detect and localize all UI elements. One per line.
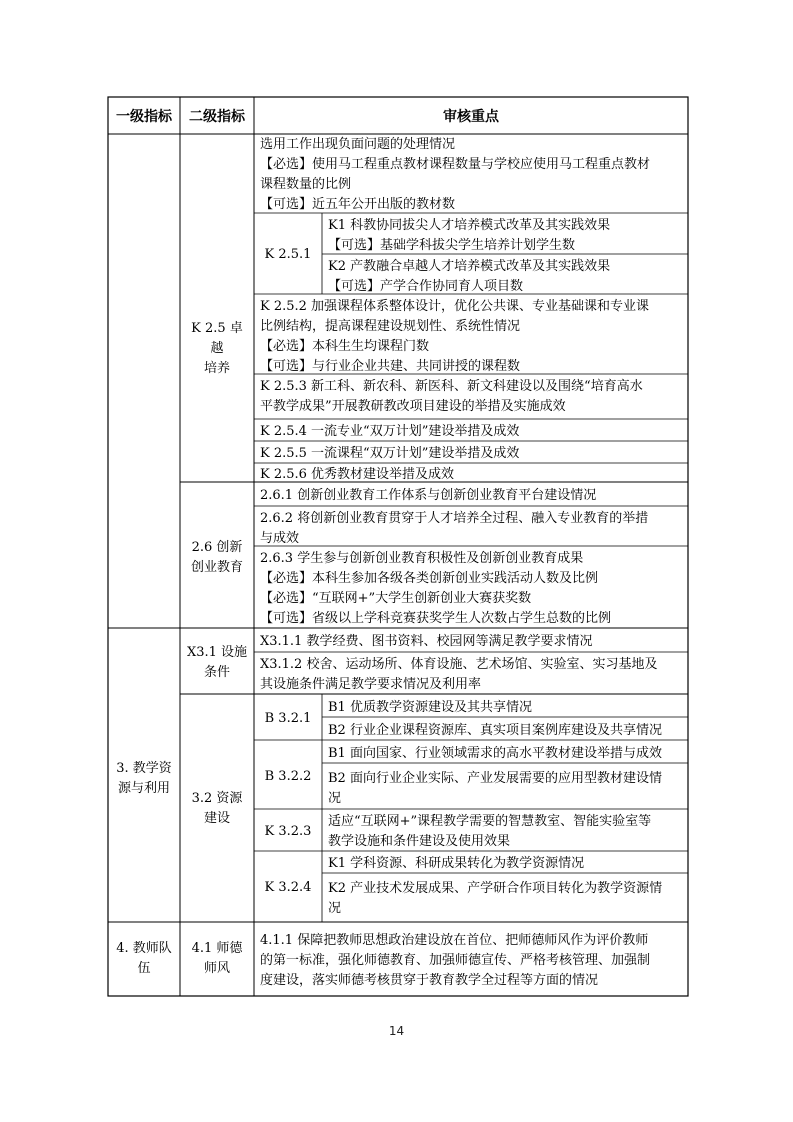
row-x312-line1: X3.1.2 校舍、运动场所、体育设施、艺术场馆、实验室、实习基地及 xyxy=(260,657,658,672)
label-x31-line1: X3.1 设施 xyxy=(186,645,248,660)
label-k25-line1: K 2.5 卓 xyxy=(191,321,243,336)
label-k324: K 3.2.4 xyxy=(264,880,312,895)
label-26-line2: 创业教育 xyxy=(190,560,244,575)
row-k255: K 2.5.5 一流课程“双万计划”建设举措及成效 xyxy=(260,446,520,461)
row-263-line4: 【可选】省级以上学科竞赛获奖学生人次数占学生总数的比例 xyxy=(260,611,612,626)
label-41 xyxy=(192,940,244,976)
label-k25-line2: 越 xyxy=(210,341,224,356)
row-textbook-line3: 课程数量的比例 xyxy=(260,177,352,192)
label-32-line1: 3.2 资源 xyxy=(191,791,243,806)
row-411-line1: 4.1.1 保障把教师思想政治建设放在首位、把师德师风作为评价教师 xyxy=(260,933,649,948)
page-number: 14 xyxy=(388,1024,405,1038)
b322-b2-line1: B2 面向行业企业实际、产业发展需要的应用型教材建设情 xyxy=(328,771,662,786)
label-x31-line2: 条件 xyxy=(203,665,231,680)
label-32 xyxy=(192,790,244,826)
k324-k1: K1 学科资源、科研成果转化为教学资源情况 xyxy=(328,856,585,871)
row-k252 xyxy=(260,298,649,374)
row-x312 xyxy=(260,656,657,692)
row-261: 2.6.1 创新创业教育工作体系与创新创业教育平台建设情况 xyxy=(260,488,597,503)
k323-text xyxy=(328,813,651,849)
k251-k1-line2: 【可选】基础学科拔尖学生培养计划学生数 xyxy=(328,238,576,253)
label-41-line1: 4.1 师德 xyxy=(191,941,243,956)
row-k253-line1: K 2.5.3 新工科、新农科、新医科、新文科建设以及围绕“培育高水 xyxy=(260,379,643,394)
k324-k2 xyxy=(328,880,662,916)
k251-k2 xyxy=(328,258,610,294)
header-level1: 一级指标 xyxy=(116,109,172,125)
row-k253-line2: 平教学成果”开展教研教改项目建设的举措及实施成效 xyxy=(260,399,566,414)
row-k256: K 2.5.6 优秀教材建设举措及成效 xyxy=(260,467,455,482)
k323-text-line2: 教学设施和条件建设及使用效果 xyxy=(328,834,511,849)
row-263-line3: 【必选】“互联网+”大学生创新创业大赛获奖数 xyxy=(260,591,532,606)
row-x311: X3.1.1 教学经费、图书资料、校园网等满足教学要求情况 xyxy=(260,634,593,649)
row-textbook xyxy=(260,136,650,212)
row-262-line2: 与成效 xyxy=(260,531,300,546)
b321-b2: B2 行业企业课程资源库、真实项目案例库建设及共享情况 xyxy=(328,723,662,738)
label-4 xyxy=(116,940,172,976)
row-411-line3: 度建设，落实师德考核贯穿于教育教学全过程等方面的情况 xyxy=(260,973,599,988)
row-textbook-line2: 【必选】使用马工程重点教材课程数量与学校应使用马工程重点教材 xyxy=(260,157,651,172)
header-focus: 审核重点 xyxy=(443,109,499,125)
label-3 xyxy=(116,760,173,796)
k323-text-line1: 适应“互联网+”课程教学需要的智慧教室、智能实验室等 xyxy=(328,814,652,829)
label-26 xyxy=(191,539,243,575)
k251-k1 xyxy=(328,217,610,253)
row-411-line2: 的第一标准，强化师德教育、加强师德宣传、严格考核管理、加强制 xyxy=(260,953,651,968)
label-41-line2: 师风 xyxy=(203,961,231,976)
row-262 xyxy=(260,510,648,546)
b322-b2 xyxy=(328,770,662,806)
label-k323: K 3.2.3 xyxy=(264,824,312,839)
row-263-line2: 【必选】本科生参加各级各类创新创业实践活动人数及比例 xyxy=(260,571,599,586)
label-3-line1: 3. 教学资 xyxy=(116,761,172,776)
label-26-line1: 2.6 创新 xyxy=(191,540,243,555)
k251-k1-line1: K1 科教协同拔尖人才培养模式改革及其实践效果 xyxy=(328,218,611,233)
k251-k2-line2: 【可选】产学合作协同育人项目数 xyxy=(328,279,524,294)
label-4-line2: 伍 xyxy=(137,961,151,976)
row-k252-line3: 【必选】本科生生均课程门数 xyxy=(260,339,430,354)
label-32-line2: 建设 xyxy=(203,811,231,826)
label-k251: K 2.5.1 xyxy=(264,247,312,262)
row-k253 xyxy=(260,378,643,414)
b321-b1: B1 优质教学资源建设及其共享情况 xyxy=(328,700,532,715)
label-4-line1: 4. 教师队 xyxy=(116,941,172,956)
label-b322: B 3.2.2 xyxy=(264,769,312,784)
b322-b2-line2: 况 xyxy=(328,791,342,806)
row-263-line1: 2.6.3 学生参与创新创业教育积极性及创新创业教育成果 xyxy=(260,551,584,566)
label-3-line2: 源与利用 xyxy=(117,781,171,796)
label-x31 xyxy=(187,645,247,680)
row-k252-line4: 【可选】与行业企业共建、共同讲授的课程数 xyxy=(260,359,521,374)
label-k25 xyxy=(191,320,243,376)
header-level2: 二级指标 xyxy=(189,109,245,125)
row-x312-line2: 其设施条件满足教学要求情况及利用率 xyxy=(260,677,482,692)
row-textbook-line1: 选用工作出现负面问题的处理情况 xyxy=(260,137,456,152)
k324-k2-line1: K2 产业技术发展成果、产学研合作项目转化为教学资源情 xyxy=(328,881,663,896)
row-k252-line2: 比例结构，提高课程建设规划性、系统性情况 xyxy=(260,319,521,334)
label-b321: B 3.2.1 xyxy=(264,711,312,726)
row-textbook-line4: 【可选】近五年公开出版的教材数 xyxy=(260,197,456,212)
row-k254: K 2.5.4 一流专业“双万计划”建设举措及成效 xyxy=(260,424,520,439)
k324-k2-line2: 况 xyxy=(328,901,342,916)
row-k252-line1: K 2.5.2 加强课程体系整体设计，优化公共课、专业基础课和专业课 xyxy=(260,299,650,314)
k251-k2-line1: K2 产教融合卓越人才培养模式改革及其实践效果 xyxy=(328,259,611,274)
b322-b1: B1 面向国家、行业领域需求的高水平教材建设举措与成效 xyxy=(328,746,662,761)
row-262-line1: 2.6.2 将创新创业教育贯穿于人才培养全过程、融入专业教育的举措 xyxy=(260,511,649,526)
row-411 xyxy=(260,932,650,988)
row-263 xyxy=(260,550,611,626)
label-k25-line3: 培养 xyxy=(203,361,231,376)
